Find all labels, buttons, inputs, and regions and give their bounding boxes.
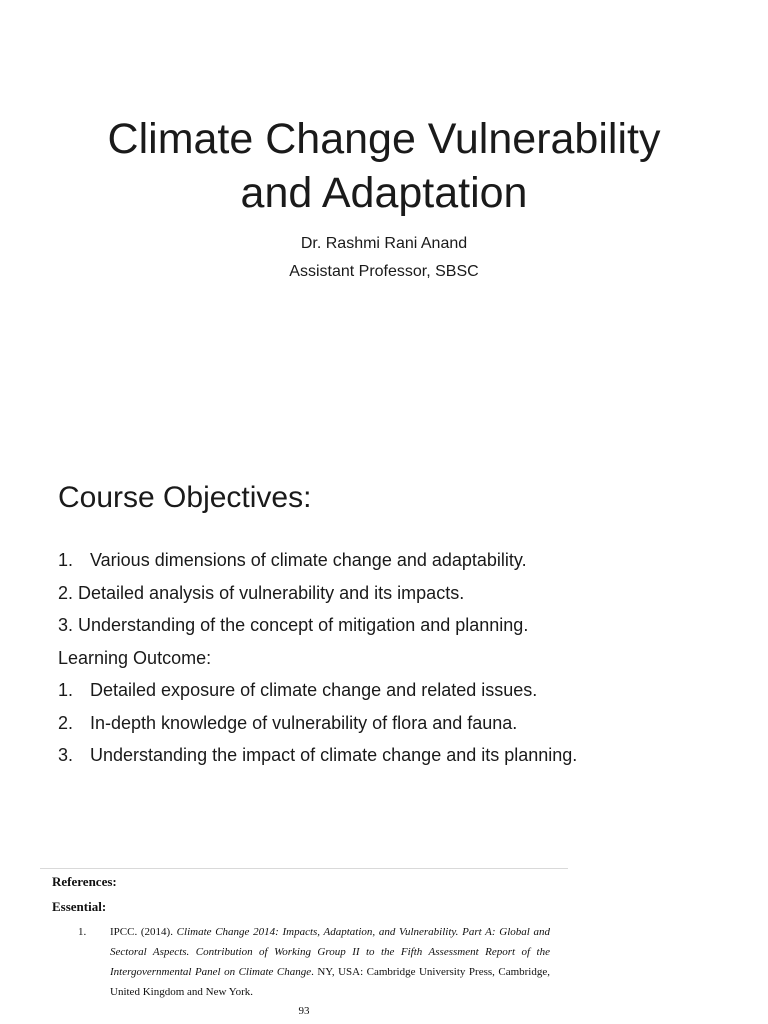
outcome-text: In-depth knowledge of vulnerability of flora and fauna. [90,712,518,733]
outcome-number: 3. [58,745,74,765]
objective-item [58,544,738,577]
reference-title: Climate Change 2014: Impacts, Adaptation, and Vulnerability. Part A: Global and Sectoral Aspects. Contribution of Working Group II to the Fifth Assessment Report of the Intergovernmental Panel on Climate Change [110,926,550,978]
reference-publisher: . NY, USA: Cambridge University Press, Cambridge, United Kingdom and New York. [110,966,550,998]
objectives-list [58,544,738,772]
author-block [0,230,768,286]
title-line-1: Climate Change Vulnerability [107,115,661,163]
outcome-item [58,674,738,707]
reference-item [78,922,550,1002]
outcome-number: 1. [58,680,74,700]
outcome-text: Understanding the impact of climate change and its planning. [90,745,578,765]
page-number: 93 [298,1005,310,1017]
objective-number: 1. [58,550,74,570]
author-name: Dr. Rashmi Rani Anand [300,235,468,252]
reference-number: 1. [78,926,87,938]
author-position: Assistant Professor, SBSC [289,263,479,280]
objective-text: Various dimensions of climate change and adaptability. [90,550,527,570]
outcome-number: 2. [58,712,74,733]
reference-text [110,922,550,1002]
outcome-item [58,739,738,772]
objectives-slide [0,460,768,830]
references-scan [40,868,568,1024]
objective-item: 2. Detailed analysis of vulnerability and its impacts. [58,582,465,603]
essential-subheading: Essential: [52,899,107,914]
reference-author: IPCC. (2014). [110,926,177,938]
scan-divider [40,868,568,869]
outcome-item [58,707,738,740]
references-heading: References: [52,874,117,889]
outcome-text: Detailed exposure of climate change and related issues. [90,680,538,700]
slide-title [0,112,768,220]
title-line-2: and Adaptation [240,169,528,217]
learning-outcome-label: Learning Outcome: [58,647,212,668]
course-objectives-heading: Course Objectives: [58,481,312,514]
objective-item: 3. Understanding of the concept of mitigation and planning. [58,615,529,635]
title-slide [0,0,768,430]
